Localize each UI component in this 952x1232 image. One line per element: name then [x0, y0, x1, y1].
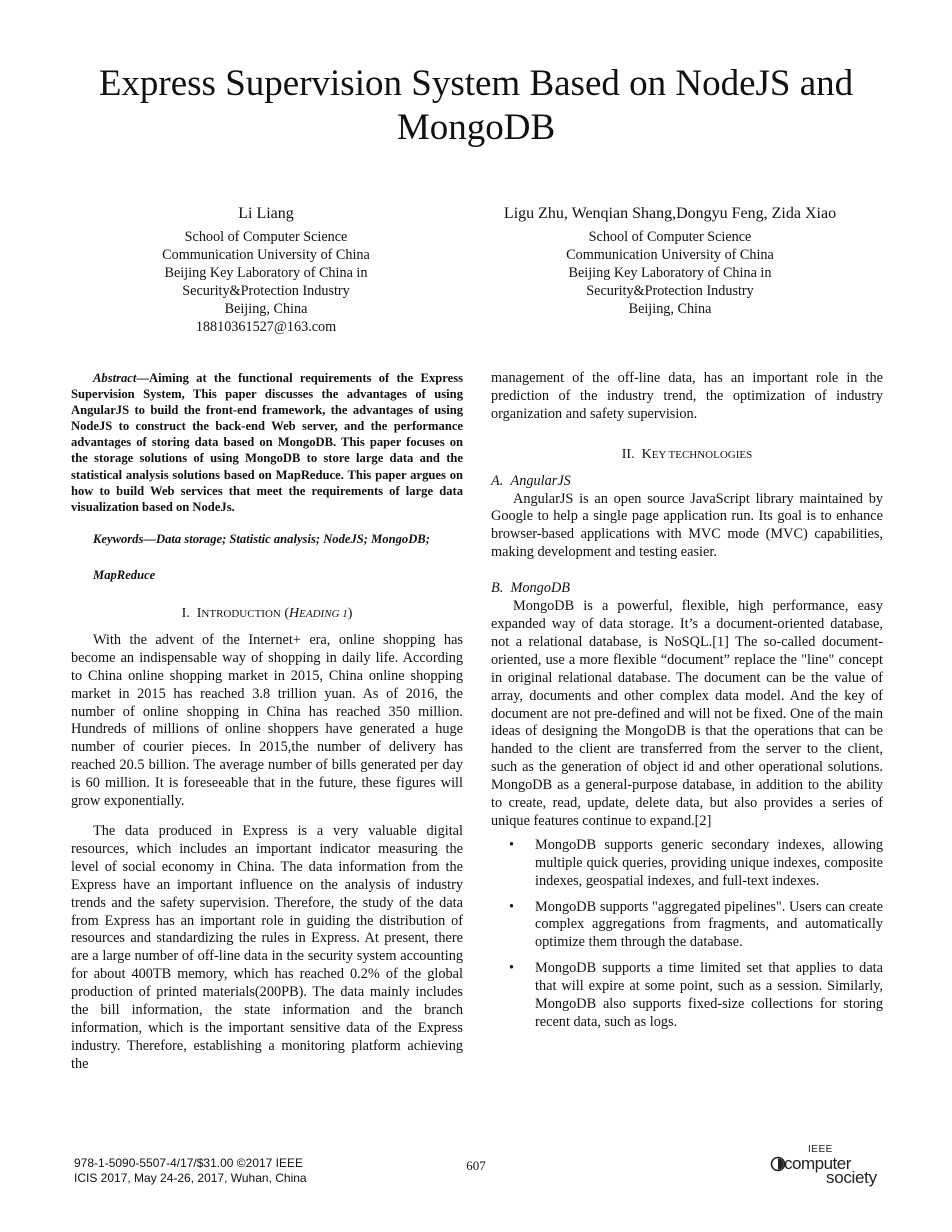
affiliation-line: Beijing, China: [628, 301, 712, 317]
keywords-continued: MapReduce: [93, 567, 156, 582]
affiliation-line: Beijing Key Laboratory of China in: [164, 265, 368, 281]
keywords: Keywords—Data storage; Statistic analysis; NodeJS; MongoDB;: [93, 531, 430, 546]
affiliation-line: School of Computer Science: [588, 229, 752, 245]
intro-paragraph-2-continued: management of the off-line data, has an important role in the prediction of the industry trend, the optimization of industry organization and safety supervision.: [491, 370, 883, 422]
angularjs-paragraph: AngularJS is an open source JavaScript library maintained by Google to help a single page application run. Its goal is to enhance browser-based applications with MVC mode (MVC) capabilities, making development and testing easier.: [491, 490, 883, 561]
subsection-heading-mongodb: B. MongoDB: [491, 580, 571, 597]
bullet-icon: •: [509, 836, 515, 853]
left-column: [71, 370, 463, 1074]
right-column: [491, 370, 883, 1040]
mongodb-paragraph: MongoDB is a powerful, flexible, high performance, easy expanded way of data storage. It’s a document-oriented database, not a relational database, is NoSQL.[1] The so-called document-oriented, use a more flexible “document” replace the "line" concept in original relational database. The document can be the value of array, documents and other complex data model. And the key of document are not pre-defined and will not be fixed. One of the main ideas of designing the MongoDB is that the operations that can be handed to the client are transferred from the server to the client, such as the generation of object id and other operational solutions. MongoDB as a general-purpose database, in addition to the ability to create, read, update, delete data, but also provides a series of unique features continue to expand.[2]: [491, 598, 883, 829]
intro-paragraph-2: The data produced in Express is a very valuable digital resources, which includes an important indicator measuring the level of social economy in China. The data information from the Express have an important influence on the analysis of industry trends and the safety supervision. Therefore, the study of the data from Express has an important role in guiding the distribution of resources and standardizing the rules in Express. At present, there are a large number of off-line data in the security system accounting for about 400TB memory, which has reached 0.2% of the global production of printed materials(200PB). The data mainly includes the bill information, the state information and the branch information, which is the important sensitive data of the Express industry. Therefore, establishing a monitoring platform achieving the: [71, 823, 463, 1072]
page-number: 607: [466, 1158, 486, 1173]
section-heading-introduction: I. INTRODUCTION (HEADING 1): [181, 606, 353, 622]
list-item: • MongoDB supports generic secondary indexes, allowing multiple quick queries, providing unique indexes, composite indexes, geospatial indexes, and full-text indexes.: [509, 836, 883, 889]
author-email: 18810361527@163.com: [195, 319, 337, 335]
abstract-text: Aiming at the functional requirements of the Express Supervision System, This paper discusses the advantages of using AngularJS to build the front-end framework, the advantages of using NodeJS to construct the back-end Web server, and the performance advantages of storing data based on MongoDB. This paper focuses on the storage solutions of using MongoDB to store large data and the statistical analysis solutions based on MapReduce. This paper argues on how to build Web services that meet the requirements of large data visualization based on NodeJs.: [71, 371, 463, 514]
bullet-icon: •: [509, 960, 515, 977]
author-name: Ligu Zhu, Wenqian Shang,Dongyu Feng, Zida Xiao: [503, 205, 837, 222]
footer-conference: ICIS 2017, May 24-26, 2017, Wuhan, China: [74, 1171, 307, 1185]
affiliation-line: Beijing Key Laboratory of China in: [568, 265, 772, 281]
affiliation-line: Communication University of China: [566, 247, 774, 263]
author-block-2: [480, 204, 860, 318]
logo-computer-text: computer: [784, 1154, 851, 1173]
author-name: Li Liang: [238, 205, 294, 222]
author-block-1: [110, 204, 422, 336]
logo-ieee-text: IEEE: [808, 1144, 833, 1155]
footer-isbn: 978-1-5090-5507-4/17/$31.00 ©2017 IEEE: [74, 1156, 304, 1170]
mongodb-feature-list: [491, 837, 883, 1032]
list-item: • MongoDB supports a time limited set that applies to data that will expire at some point, such as a session. Similarly, MongoDB also supports fixed-size collections for storing recent data, such as logs.: [509, 960, 883, 1030]
affiliation-line: School of Computer Science: [184, 229, 348, 245]
affiliation-line: Security&Protection Industry: [586, 283, 754, 299]
affiliation-line: Beijing, China: [224, 301, 308, 317]
section-heading-key-technologies: II. KEY TECHNOLOGIES: [621, 446, 753, 462]
affiliation-line: Communication University of China: [162, 247, 370, 263]
paper-title: Express Supervision System Based on NodeJS and MongoDB: [98, 63, 854, 148]
ieee-computer-society-logo: [770, 1144, 890, 1188]
affiliation-line: Security&Protection Industry: [182, 283, 350, 299]
subsection-heading-angularjs: A. AngularJS: [491, 472, 571, 489]
logo-society-text: society: [826, 1168, 877, 1187]
abstract: Abstract—Aiming at the functional requirements of the Express Supervision System, This paper discusses the advantages of using AngularJS to build the front-end framework, the advantages of using NodeJS to construct the back-end Web server, and the performance advantages of storing data based on MongoDB. This paper focuses on the storage solutions of using MongoDB to store large data and the statistical analysis solutions based on MapReduce. This paper argues on how to build Web services that meet the requirements of large data visualization based on NodeJs.: [71, 371, 463, 514]
bullet-icon: •: [509, 898, 515, 915]
abstract-lead: Abstract: [93, 371, 137, 385]
list-item: • MongoDB supports "aggregated pipelines". Users can create complex aggregations from fragments, and automatically optimize them through the database.: [509, 898, 883, 951]
intro-paragraph-1: With the advent of the Internet+ era, online shopping has become an indispensable way of shopping in daily life. According to China online shopping market in 2015, China online shopping market in 2015 has reached 3.8 trillion yuan. As of 2016, the number of online shopping in China has reached 350 million. Hundreds of millions of online shoppers have generated a huge number of courier pieces. In 2015,the number of delivery has reached 20.5 billion. The average number of bills generated per day is 60 million. It is foreseeable that in the future, these figures will grow exponentially.: [71, 631, 463, 810]
footer-info: [74, 1156, 307, 1186]
